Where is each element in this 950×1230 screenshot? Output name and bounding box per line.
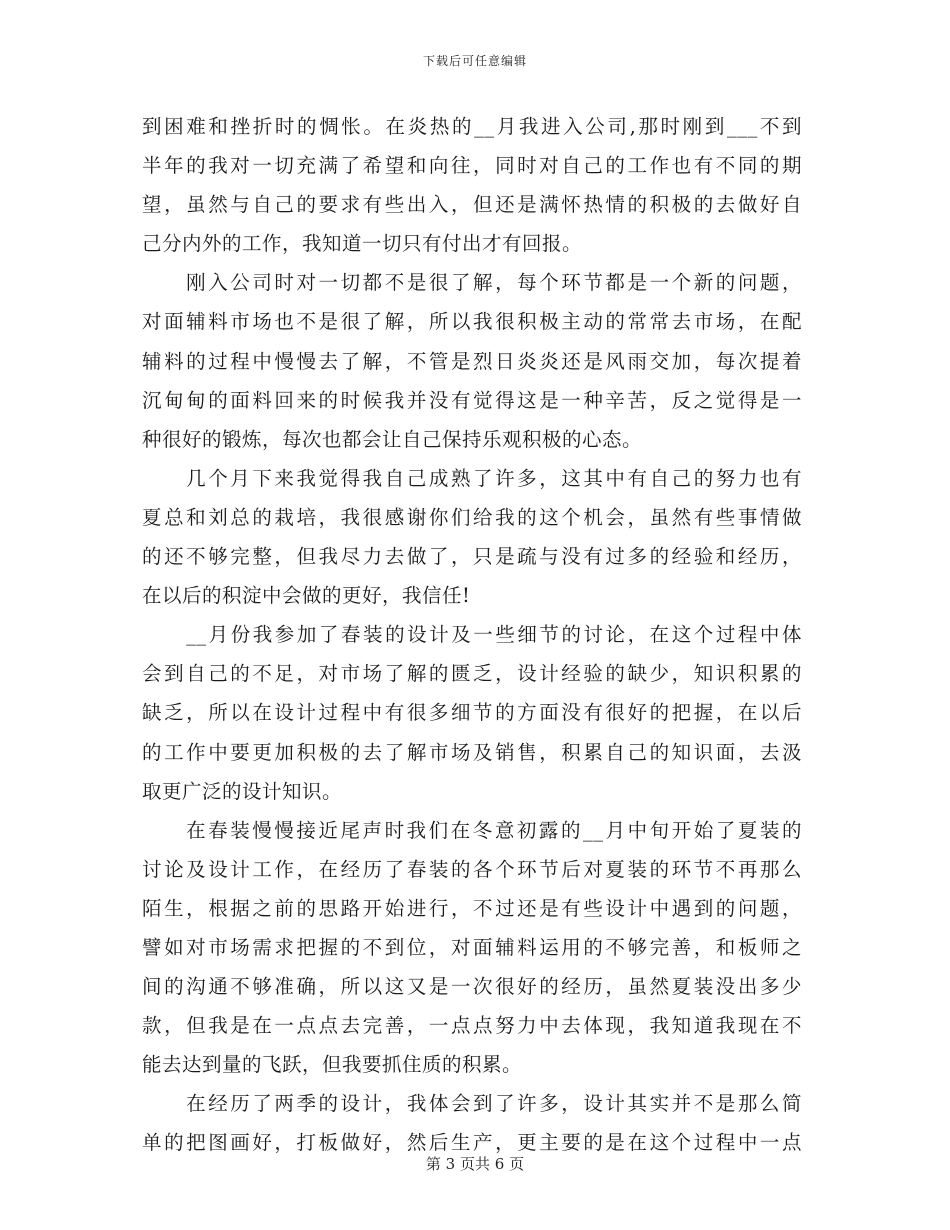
page-number-footer: 第 3 页共 6 页	[425, 1155, 525, 1173]
text-line: 譬如对市场需求把握的不到位，对面辅料运用的不够完善，和板师之	[142, 935, 802, 959]
text-line: 陌生，根据之前的思路开始进行，不过还是有些设计中遇到的问题，	[142, 896, 802, 920]
text-line: 的还不够完整，但我尽力去做了，只是疏与没有过多的经验和经历，	[142, 545, 802, 569]
document-body	[142, 107, 802, 1163]
text-line: 在经历了两季的设计，我体会到了许多，设计其实并不是那么简	[142, 1092, 802, 1116]
text-line: 在春装慢慢接近尾声时我们在冬意初露的__月中旬开始了夏装的	[142, 818, 802, 842]
text-line: 在以后的积淀中会做的更好，我信任!	[142, 584, 471, 608]
text-line: 沉甸甸的面料回来的时候我并没有觉得这是一种辛苦，反之觉得是一	[142, 388, 802, 412]
text-line: 单的把图画好，打板做好，然后生产，更主要的是在这个过程中一点	[142, 1131, 802, 1155]
text-line: 夏总和刘总的栽培，我很感谢你们给我的这个机会，虽然有些事情做	[142, 505, 802, 529]
text-line: 对面辅料市场也不是很了解，所以我很积极主动的常常去市场，在配	[142, 310, 802, 334]
text-line: 款，但我是在一点点去完善，一点点努力中去体现，我知道我现在不	[142, 1014, 802, 1038]
text-line: 讨论及设计工作，在经历了春装的各个环节后对夏装的环节不再那么	[142, 857, 802, 881]
text-line: 的工作中要更加积极的去了解市场及销售，积累自己的知识面，去汲	[142, 740, 802, 764]
text-line: 半年的我对一切充满了希望和向往，同时对自己的工作也有不同的期	[142, 154, 802, 178]
text-line: 缺乏，所以在设计过程中有很多细节的方面没有很好的把握，在以后	[142, 701, 802, 725]
text-line: 能去达到量的飞跃，但我要抓住质的积累。	[142, 1053, 523, 1077]
text-line: 己分内外的工作，我知道一切只有付出才有回报。	[142, 232, 583, 256]
text-line: 取更广泛的设计知识。	[142, 779, 343, 803]
text-line: 望，虽然与自己的要求有些出入，但还是满怀热情的积极的去做好自	[142, 193, 802, 217]
text-line: 间的沟通不够准确，所以这又是一次很好的经历，虽然夏装没出多少	[142, 975, 802, 999]
text-line: 到困难和挫折时的惆怅。在炎热的__月我进入公司,那时刚到___不到	[142, 115, 802, 138]
text-line: 刚入公司时对一切都不是很了解，每个环节都是一个新的问题，	[142, 271, 802, 295]
text-line: 几个月下来我觉得我自己成熟了许多，这其中有自己的努力也有	[142, 466, 802, 490]
page-header: 下载后可任意编辑	[422, 54, 527, 68]
text-line: __月份我参加了春装的设计及一些细节的讨论，在这个过程中体	[142, 623, 802, 647]
text-line: 种很好的锻炼，每次也都会让自己保持乐观积极的心态。	[142, 427, 643, 451]
text-line: 会到自己的不足，对市场了解的匮乏，设计经验的缺少，知识积累的	[142, 662, 802, 686]
text-line: 辅料的过程中慢慢去了解，不管是烈日炎炎还是风雨交加，每次提着	[142, 349, 802, 373]
